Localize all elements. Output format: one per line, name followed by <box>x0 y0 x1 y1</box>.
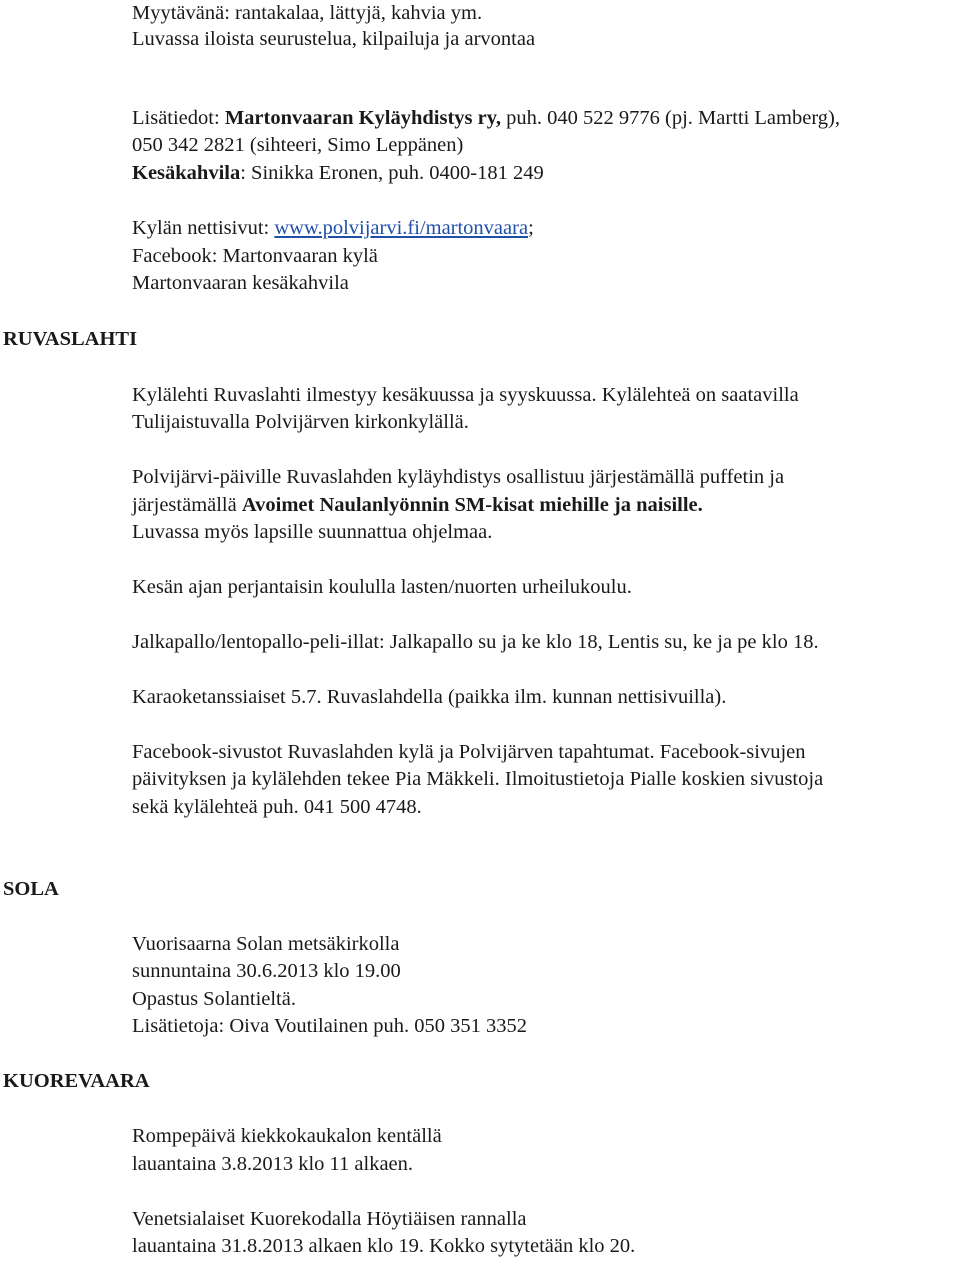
kuorevaara-event-1-line-1: Rompepäivä kiekkokaukalon kentällä <box>132 1125 442 1147</box>
ruvaslahti-facebook-line-2: päivityksen ja kylälehden tekee Pia Mäkkeli. Ilmoitustietoja Pialle koskien sivustoja <box>132 768 824 790</box>
ruvaslahti-facebook-line-1: Facebook-sivustot Ruvaslahden kylä ja Polvijärven tapahtumat. Facebook-sivujen <box>132 741 806 763</box>
intro-line-program: Luvassa iloista seurustelua, kilpailuja ja arvontaa <box>132 28 536 50</box>
kuorevaara-event-2-line-1: Venetsialaiset Kuorekodalla Höytiäisen rannalla <box>132 1208 527 1230</box>
kuorevaara-event-1-line-2: lauantaina 3.8.2013 klo 11 alkaen. <box>132 1153 414 1175</box>
ruvaslahti-karaoke: Karaoketanssiaiset 5.7. Ruvaslahdella (paikka ilm. kunnan nettisivuilla). <box>132 686 727 708</box>
village-website-link[interactable]: www.polvijarvi.fi/martonvaara <box>274 217 529 239</box>
ruvaslahti-days-line-2 <box>132 492 703 519</box>
ruvaslahti-ball-games: Jalkapallo/lentopallo-peli-illat: Jalkapallo su ja ke klo 18, Lentis su, ke ja pe klo 18. <box>132 631 819 653</box>
ruvaslahti-newsletter-line-1: Kylälehti Ruvaslahti ilmestyy kesäkuussa ja syyskuussa. Kylälehteä on saatavilla <box>132 384 799 406</box>
info-line-1 <box>132 105 840 132</box>
facebook-line-2: Martonvaaran kesäkahvila <box>132 272 349 294</box>
cafe-contact: : Sinikka Eronen, puh. 0400-181 249 <box>240 162 544 184</box>
sola-line-2: sunnuntaina 30.6.2013 klo 19.00 <box>132 960 401 982</box>
village-website-line <box>132 215 534 242</box>
info-line-2: 050 342 2821 (sihteeri, Simo Leppänen) <box>132 134 464 156</box>
facebook-line-1: Facebook: Martonvaaran kylä <box>132 245 378 267</box>
kuorevaara-event-2-line-2: lauantaina 31.8.2013 alkaen klo 19. Kokko sytytetään klo 20. <box>132 1235 636 1257</box>
sola-line-1: Vuorisaarna Solan metsäkirkolla <box>132 933 400 955</box>
sola-line-3: Opastus Solantieltä. <box>132 988 296 1010</box>
ruvaslahti-days-line-1: Polvijärvi-päiville Ruvaslahden kyläyhdistys osallistuu järjestämällä puffetin ja <box>132 466 785 488</box>
heading-kuorevaara: KUOREVAARA <box>3 1070 150 1092</box>
nail-hammering-championship: Avoimet Naulanlyönnin SM-kisat miehille ja naisille. <box>241 494 703 516</box>
heading-ruvaslahti: RUVASLAHTI <box>3 328 138 350</box>
website-prefix: Kylän nettisivut: <box>132 217 275 239</box>
info-phone-chair: puh. 040 522 9776 (pj. Martti Lamberg), <box>501 107 840 129</box>
website-suffix: ; <box>528 217 534 239</box>
sola-line-4: Lisätietoja: Oiva Voutilainen puh. 050 351 3352 <box>132 1015 527 1037</box>
ruvaslahti-facebook-line-3: sekä kylälehteä puh. 041 500 4748. <box>132 796 422 818</box>
ruvaslahti-newsletter-line-2: Tulijaistuvalla Polvijärven kirkonkylällä. <box>132 411 469 433</box>
ruvaslahti-days-prefix: järjestämällä <box>132 494 242 516</box>
ruvaslahti-days-line-3: Luvassa myös lapsille suunnattua ohjelmaa. <box>132 521 493 543</box>
info-label: Lisätiedot: <box>132 107 225 129</box>
intro-line-sales: Myytävänä: rantakalaa, lättyjä, kahvia ym. <box>132 2 483 24</box>
ruvaslahti-sports-school: Kesän ajan perjantaisin koululla lasten/nuorten urheilukoulu. <box>132 576 632 598</box>
info-line-3 <box>132 160 544 187</box>
association-name: Martonvaaran Kyläyhdistys ry, <box>224 107 502 129</box>
heading-sola: SOLA <box>3 878 59 900</box>
cafe-label: Kesäkahvila <box>132 162 241 184</box>
